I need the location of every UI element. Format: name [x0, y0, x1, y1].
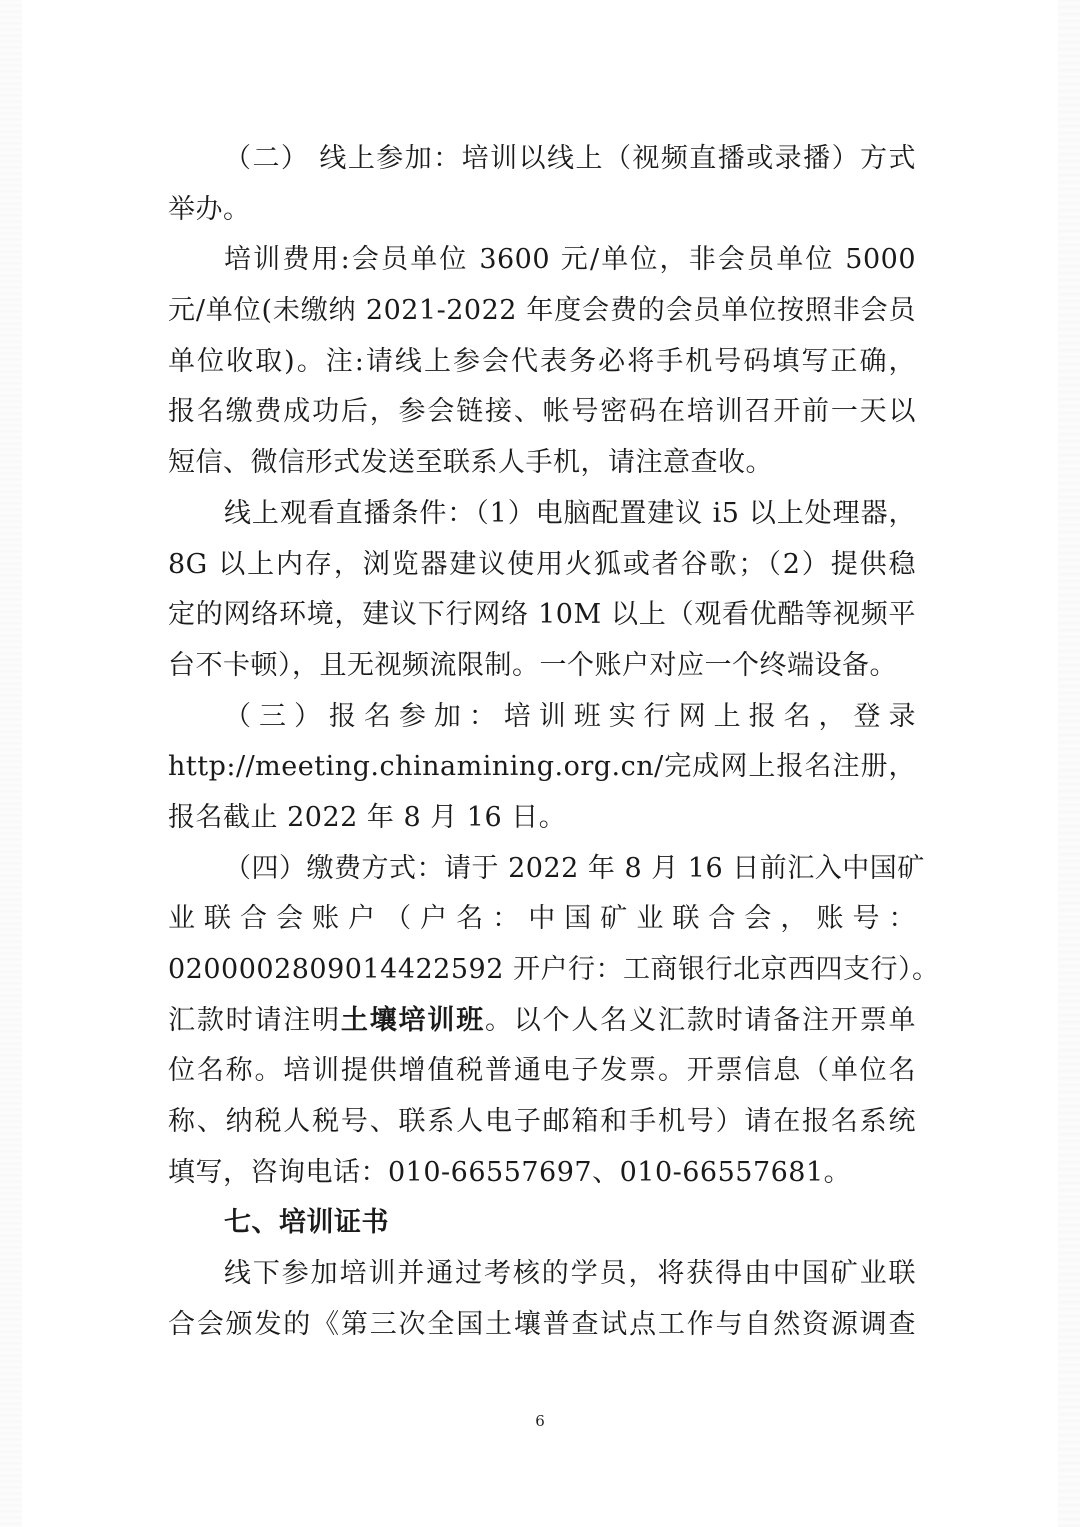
paragraph-line: 元/单位(未缴纳 2021-2022 年度会费的会员单位按照非会员	[168, 295, 916, 327]
paragraph-line: 8G 以上内存，浏览器建议使用火狐或者谷歌；（2）提供稳	[168, 548, 916, 580]
paragraph-line: 短信、微信形式发送至联系人手机，请注意查收。	[168, 447, 773, 479]
payment-note-before: 汇款时请注明	[168, 1004, 341, 1036]
paragraph-line: 合会颁发的《第三次全国土壤普查试点工作与自然资源调查	[168, 1308, 916, 1340]
paragraph-line: 台不卡顿），且无视频流限制。一个账户对应一个终端设备。	[168, 649, 897, 681]
paragraph-line: 位名称。培训提供增值税普通电子发票。开票信息（单位名	[168, 1055, 916, 1087]
bank-account-line: 0200002809014422592 开户行：工商银行北京西四支行）。	[168, 954, 940, 985]
section-heading: 七、培训证书	[224, 1207, 389, 1239]
scan-edge-right	[1058, 0, 1080, 1527]
page-number: 6	[535, 1412, 545, 1430]
paragraph-line: 称、纳税人税号、联系人电子邮箱和手机号）请在报名系统	[168, 1106, 916, 1138]
document-body	[168, 134, 940, 1351]
paragraph-line: 单位收取)。注:请线上参会代表务必将手机号码填写正确，	[168, 345, 916, 377]
paragraph-line: （三）报名参加：培训班实行网上报名，登录	[224, 700, 916, 732]
paragraph-line: （四）缴费方式：请于 2022 年 8 月 16 日前汇入中国矿	[224, 852, 925, 884]
paragraph-line: （二） 线上参加：培训以线上（视频直播或录播）方式	[224, 143, 916, 174]
payment-note-bold: 土壤培训班	[340, 1004, 486, 1036]
paragraph-line: 报名缴费成功后，参会链接、帐号密码在培训召开前一天以	[168, 396, 916, 428]
paragraph-line: 举办。	[168, 193, 251, 225]
paragraph-line: 业联合会账户（户名：中国矿业联合会，账号：	[168, 903, 916, 935]
registration-url-line: http://meeting.chinamining.org.cn/完成网上报名注册，	[168, 751, 916, 783]
contact-phone-line: 填写，咨询电话：010-66557697、010-66557681。	[168, 1156, 852, 1188]
paragraph-line: 报名截止 2022 年 8 月 16 日。	[168, 801, 567, 833]
paragraph-line: 定的网络环境，建议下行网络 10M 以上（观看优酷等视频平	[168, 599, 916, 631]
payment-note-after: 。以个人名义汇款时请备注开票单	[485, 1004, 917, 1036]
paragraph-line: 线上观看直播条件：（1）电脑配置建议 i5 以上处理器，	[224, 497, 916, 529]
paragraph-line: 线下参加培训并通过考核的学员，将获得由中国矿业联	[224, 1258, 916, 1290]
paragraph-line: 培训费用:会员单位 3600 元/单位，非会员单位 5000	[224, 244, 916, 276]
scan-edge-left	[0, 0, 22, 1527]
payment-note-line	[168, 996, 916, 1047]
